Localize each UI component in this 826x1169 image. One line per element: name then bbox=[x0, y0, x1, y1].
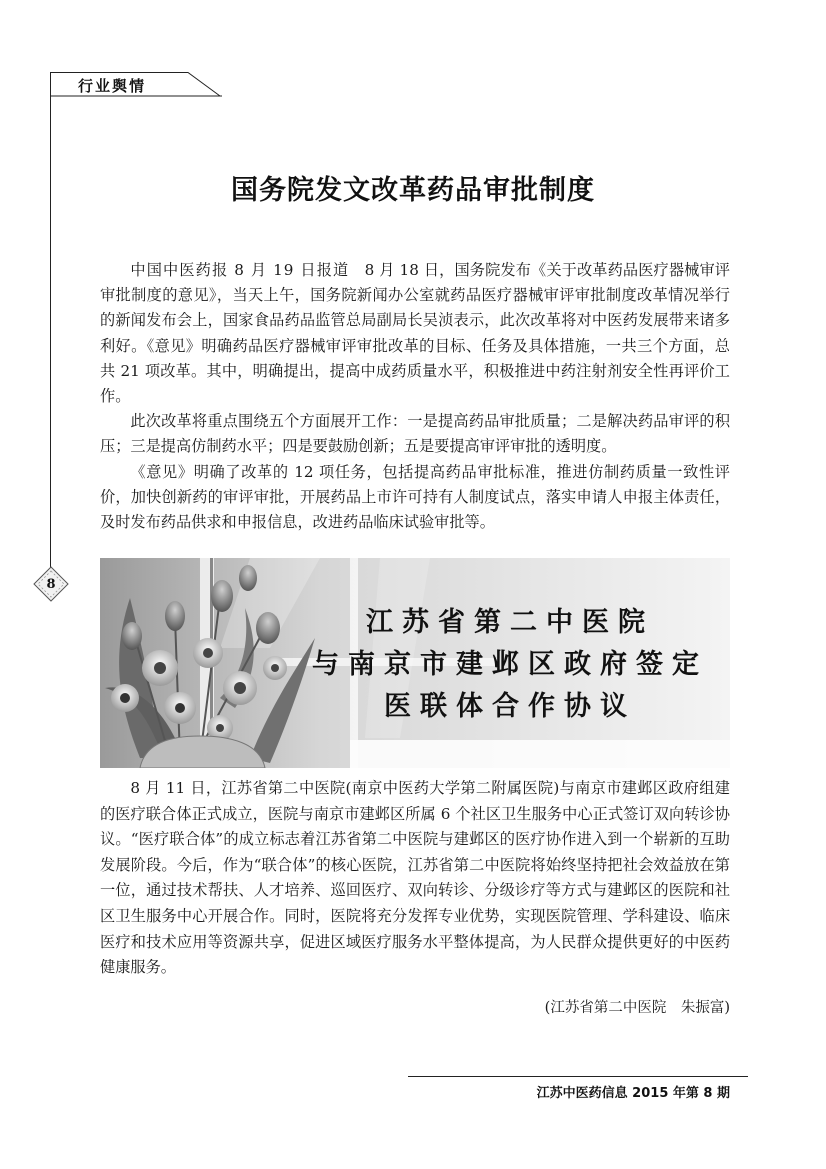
page-number: 8 bbox=[46, 576, 56, 592]
article-body bbox=[100, 258, 730, 535]
banner-title bbox=[290, 602, 730, 728]
footer-rule bbox=[408, 1076, 748, 1077]
section-header-tab bbox=[50, 72, 220, 96]
article-byline: (江苏省第二中医院 朱振富) bbox=[544, 1000, 730, 1016]
article-paragraph-text: 8 月 18 日，国务院发布《关于改革药品医疗器械审评审批制度的意见》，当天上午，国务院新闻办公室就药品医疗器械审评审批制度改革情况举行的新闻发布会上，国家食品药品监管总局副局长吴浈表示，此次改革将对中医药发展带来诸多利好。《意见》明确药品医疗器械审评审批改革的目标、任务及具体措施，一共三个方面，总共 21 项改革。其中，明确提出，提高中成药质量水平，积极推进中药注射剂安全性再评价工作。 bbox=[100, 261, 730, 406]
footer-publication: 江苏中医药信息 2015 年第 8 期 bbox=[536, 1086, 730, 1101]
page-number-badge bbox=[33, 566, 69, 602]
banner-title-line: 医联体合作协议 bbox=[384, 691, 636, 722]
news-banner bbox=[100, 558, 730, 768]
article-paragraph: 《意见》明确了改革的 12 项任务，包括提高药品审批标准，推进仿制药质量一致性评价，加快创新药的审评审批，开展药品上市许可持有人制度试点，落实申请人申报主体责任，及时发布药品供求和申报信息，改进药品临床试验审批等。 bbox=[100, 462, 730, 532]
banner-title-line: 与南京市建邺区政府签定 bbox=[312, 649, 708, 680]
article-paragraph: 此次改革将重点围绕五个方面展开工作：一是提高药品审批质量；二是解决药品审评的积压；三是提高仿制药水平；四是要鼓励创新；五是要提高审评审批的透明度。 bbox=[100, 412, 730, 456]
article-title: 国务院发文改革药品审批制度 bbox=[231, 175, 595, 206]
article-paragraph bbox=[100, 258, 730, 409]
page-frame-line bbox=[50, 72, 51, 582]
article-paragraph: 8 月 11 日，江苏省第二中医院(南京中医药大学第二附属医院)与南京市建邺区政府组建的医疗联合体正式成立，医院与南京市建邺区所属 6 个社区卫生服务中心正式签订双向转诊协议。“医疗联合体”的成立标志着江苏省第二中医院与建邺区的医疗协作进入到一个崭新的互助发展阶段。今后，作为“联合体”的核心医院，江苏省第二中医院将始终坚持把社会效益放在第一位，通过技术帮扶、人才培养、巡回医疗、双向转诊、分级诊疗等方式与建邺区的医院和社区卫生服务中心开展合作。同时，医院将充分发挥专业优势，实现医院管理、学科建设、临床医疗和技术应用等资源共享，促进区域医疗服务水平整体提高，为人民群众提供更好的中医药健康服务。 bbox=[100, 779, 730, 977]
article-lead: 中国中医药报 8 月 19 日报道 bbox=[130, 261, 350, 279]
banner-title-line: 江苏省第二中医院 bbox=[366, 607, 654, 638]
article-body bbox=[100, 776, 730, 981]
section-label: 行业舆情 bbox=[78, 77, 147, 95]
